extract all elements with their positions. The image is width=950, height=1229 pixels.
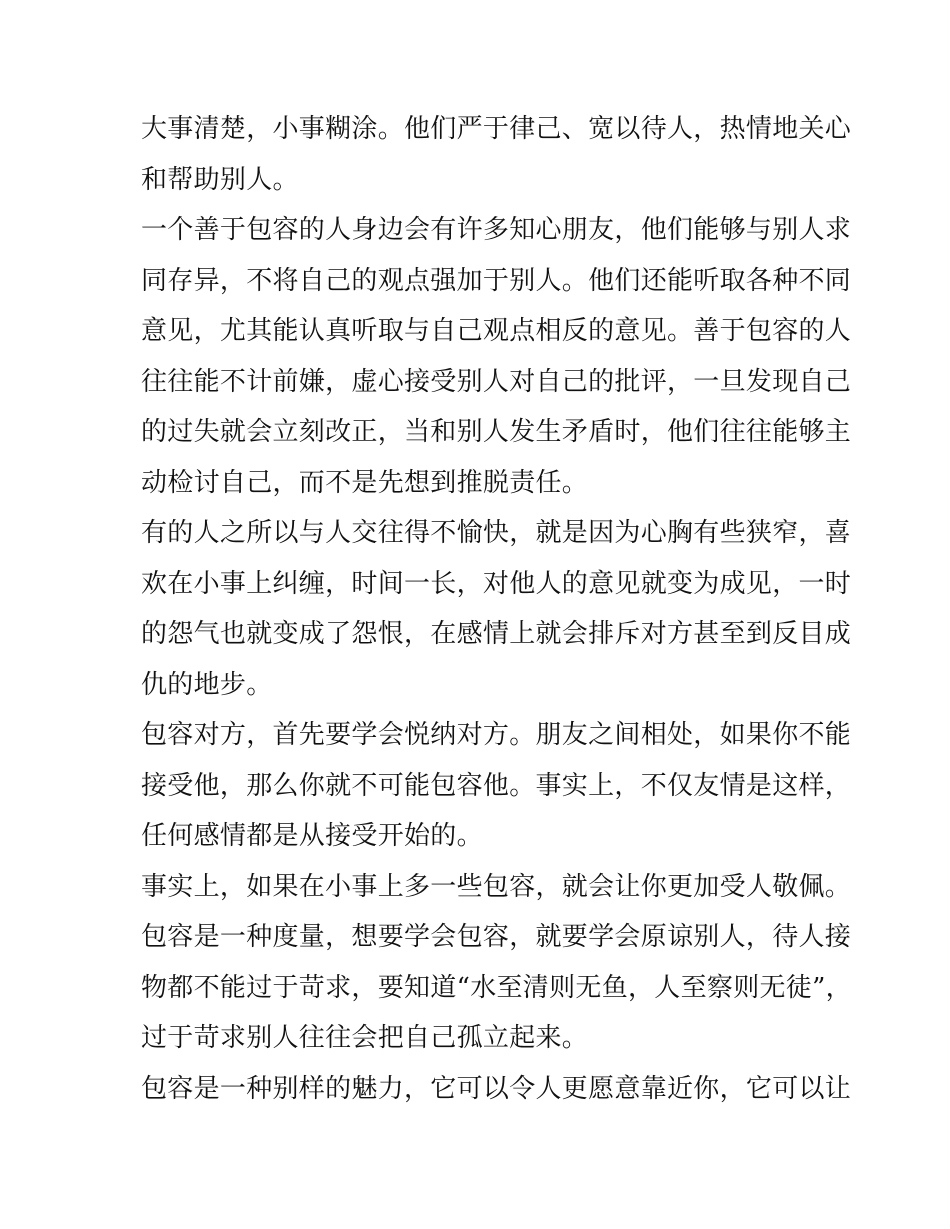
text-line: 往往能不计前嫌，虚心接受别人对自己的批评，一旦发现自己 xyxy=(141,366,852,397)
text-line: 包容是一种度量，想要学会包容，就要学会原谅别人，待人接 xyxy=(141,922,852,952)
text-line: 过于苛求别人往往会把自己孤立起来。 xyxy=(141,1023,589,1053)
text-line: 的过失就会立刻改正，当和别人发生矛盾时，他们往往能够主 xyxy=(141,417,852,447)
body-text xyxy=(141,104,852,1114)
text-line: 物都不能过于苛求，要知道“水至清则无鱼，人至察则无徒”， xyxy=(141,972,852,1003)
text-line: 任何感情都是从接受开始的。 xyxy=(141,821,483,851)
text-line: 大事清楚，小事糊涂。他们严于律己、宽以待人，热情地关心 xyxy=(141,114,852,144)
text-line: 接受他，那么你就不可能包容他。事实上，不仅友情是这样， xyxy=(141,770,852,801)
text-line: 事实上，如果在小事上多一些包容，就会让你更加受人敬佩。 xyxy=(141,871,852,902)
text-line: 一个善于包容的人身边会有许多知心朋友，他们能够与别人求 xyxy=(141,215,852,245)
text-line: 仇的地步。 xyxy=(141,669,273,700)
text-line: 欢在小事上纠缠，时间一长，对他人的意见就变为成见，一时 xyxy=(141,568,852,599)
text-line: 的怨气也就变成了怨恨，在感情上就会排斥对方甚至到反目成 xyxy=(141,619,852,649)
text-line: 意见，尤其能认真听取与自己观点相反的意见。善于包容的人 xyxy=(141,316,852,346)
text-line: 包容对方，首先要学会悦纳对方。朋友之间相处，如果你不能 xyxy=(141,720,852,750)
text-line: 动检讨自己，而不是先想到推脱责任。 xyxy=(141,467,589,498)
text-line: 包容是一种别样的魅力，它可以令人更愿意靠近你，它可以让 xyxy=(141,1073,852,1104)
text-line: 和帮助别人。 xyxy=(141,164,299,195)
text-line: 有的人之所以与人交往得不愉快，就是因为心胸有些狭窄，喜 xyxy=(141,518,852,548)
text-line: 同存异，不将自己的观点强加于别人。他们还能听取各种不同 xyxy=(141,265,852,296)
